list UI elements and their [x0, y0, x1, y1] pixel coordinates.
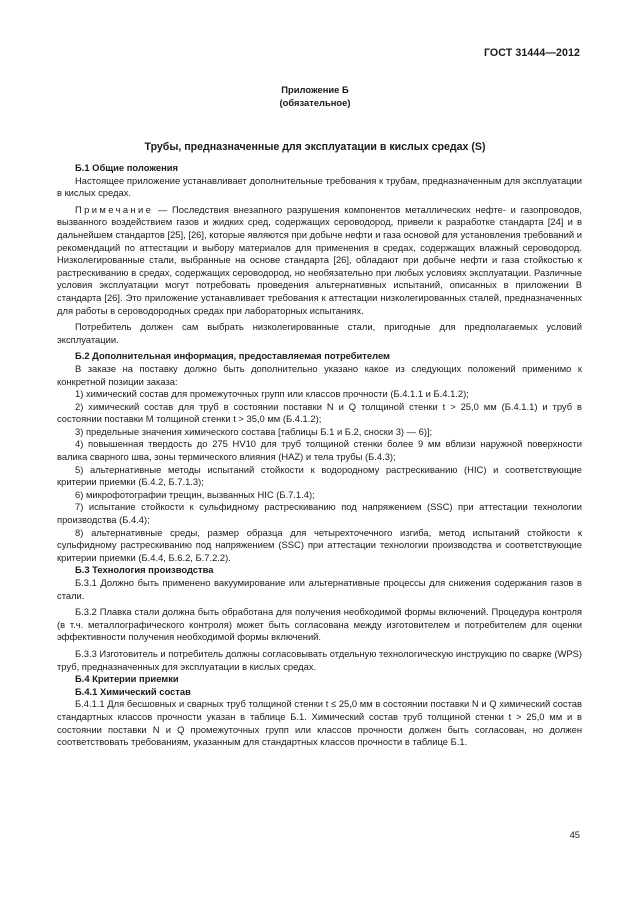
section-heading: Б.2 Дополнительная информация, предоставляемая потребителем — [75, 350, 390, 362]
list-item: 7) испытание стойкости к сульфидному растрескиванию под напряжением (SSC) при аттестации технологии производства (Б.4.4); — [57, 501, 582, 526]
note-paragraph — [57, 204, 582, 317]
paragraph: Б.4.1.1 Для бесшовных и сварных труб толщиной стенки t ≤ 25,0 мм в состоянии поставки N и Q химический состав стандартных классов прочности указан в таблице Б.1. Химический состав труб толщиной стенки t > 25,0 мм и в состоянии поставки N и Q промежуточных групп или классов прочности должен быть согласован, но должен соответствовать требованиям, указанным для стандартных классов прочности в таблице Б.1. — [57, 698, 582, 748]
paragraph: Б.3.3 Изготовитель и потребитель должны согласовывать отдельную технологическую инструкцию по сварке (WPS) труб, предназначенных для эксплуатации в кислых средах. — [57, 647, 582, 672]
list-item: 4) повышенная твердость до 275 HV10 для труб толщиной стенки более 9 мм вблизи наружной поверхности валика сварного шва, зоны термического влияния (HAZ) и тела трубы (Б.4.3); — [57, 438, 582, 463]
list-item: 6) микрофотографии трещин, вызванных HIC (Б.7.1.4); — [75, 488, 315, 500]
section-heading: Б.3 Технология производства — [75, 564, 214, 576]
annex-body — [57, 162, 582, 749]
list-item: 2) химический состав для труб в состоянии поставки N и Q толщиной стенки t > 25,0 мм (Б.4.1.1) и труб в состоянии поставки M толщиной стенки t > 35,0 мм (Б.4.1.2); — [57, 400, 582, 425]
note-text: — Последствия внезапного разрушения компонентов металлических нефте- и газопроводов, вызванного воздействием газов и жидких сред, содержащих сероводород, привели к разработке стандарта [24] и в дальнейшем стандартов [25], [26], которые являются при добыче нефти и газа основой для установления требований и рекомендаций по аттестации и выбору материалов для применения в средах, содержащих влажный сероводород. Низколегированные стали, выбранные на основе стандарта [26], обладают при добыче нефти и газа стойкостью к растрескиванию в средах, содержащих сероводород, но необязательно при любых условиях эксплуатации. Различные условия эксплуатации могут потребовать проведения альтернативных испытаний, описанных в приложении В стандарта [26]. Это приложение устанавливает требования к аттестации низколегированных сталей, предназначенных для работы в сероводородных средах при лабораторных испытаниях. — [57, 203, 582, 316]
paragraph: Б.3.1 Должно быть применено вакуумирование или альтернативные процессы для снижения содержания газов в стали. — [57, 577, 582, 601]
annex-label: Приложение Б — [281, 84, 349, 95]
note-label: Примечание — [75, 203, 154, 215]
paragraph: Потребитель должен сам выбрать низколегированные стали, пригодные для предполагаемых условий эксплуатации. — [57, 321, 582, 345]
list-item: 8) альтернативные среды, размер образца для четырехточечного изгиба, метод испытаний стойкости к сульфидному растрескиванию под напряжением (SSC) при аттестации технологии производства и соответствующие критерии приемки (Б.4.4, Б.6.2, Б.7.2.2). — [57, 526, 582, 563]
subsection-heading: Б.4.1 Химический состав — [75, 685, 191, 697]
list-item: 5) альтернативные методы испытаний стойкости к водородному растрескиванию (HIC) и соответствующие критерии приемки (Б.4.2, Б.7.1.3); — [57, 463, 582, 488]
list-item: 3) предельные значения химического состава [таблицы Б.1 и Б.2, сноски 3) — 6)]; — [75, 425, 433, 437]
paragraph: В заказе на поставку должно быть дополнительно указано какое из следующих положений применимо к конкретной позиции заказа: — [57, 362, 582, 387]
annex-status: (обязательное) — [279, 97, 351, 108]
paragraph: Б.3.2 Плавка стали должна быть обработана для получения необходимой формы включений. Процедура контроля (в т.ч. металлографического контроля) может быть согласована между изготовителем и потребителем для оценки эффективности получения необходимой формы включений. — [57, 606, 582, 643]
paragraph: Настоящее приложение устанавливает дополнительные требования к трубам, предназначенным для эксплуатации в кислых средах. — [57, 174, 582, 199]
section-heading: Б.4 Критерии приемки — [75, 673, 179, 685]
section-heading: Б.1 Общие положения — [75, 162, 178, 173]
document-id: ГОСТ 31444—2012 — [483, 47, 580, 59]
annex-label-block — [0, 83, 630, 109]
annex-title: Трубы, предназначенные для эксплуатации в кислых средах (S) — [144, 141, 486, 153]
page-number: 45 — [569, 829, 580, 840]
list-item: 1) химический состав для промежуточных групп или классов прочности (Б.4.1.1 и Б.4.1.2); — [75, 388, 469, 400]
